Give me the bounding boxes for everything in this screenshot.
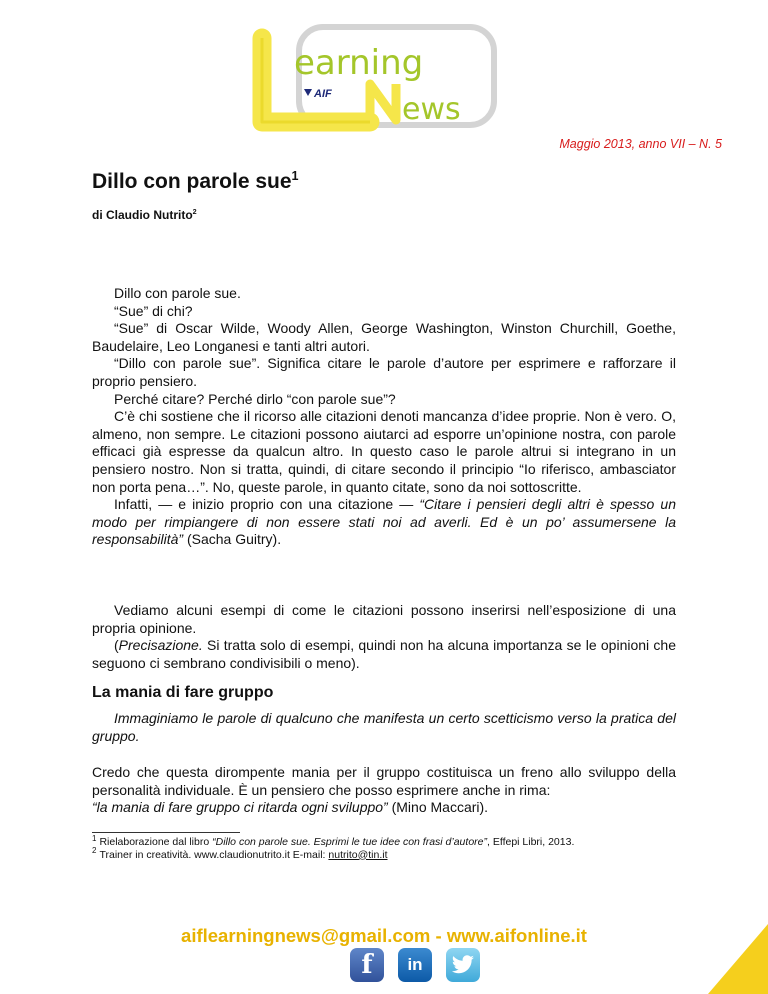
article-author <box>92 208 197 222</box>
logo-brand: AIF <box>314 88 332 100</box>
footnote-text: Trainer in creatività. www.claudionutrito.it E-mail: <box>99 848 326 861</box>
quote-text: “Citare i pensieri degli altri è spesso un modo per rimpiangere di non essere stati noi ad averli. Ed è un po’ assumersene la responsabilità” <box>92 496 677 548</box>
footnote-text: , Effepi Libri, 2013. <box>487 836 575 848</box>
paragraph: “Sue” di chi? <box>114 302 193 319</box>
section-quote-paragraph <box>92 799 676 817</box>
note-text: Si tratta solo di esempi, quindi non ha alcuna importanza se le opinioni che seguono ci sembrano condivisibili o meno). <box>92 637 677 671</box>
aif-brand-mark <box>304 88 332 100</box>
facebook-icon[interactable]: f <box>350 948 384 982</box>
quote-paragraph <box>92 496 676 549</box>
footnote-text: Rielaborazione dal libro <box>99 836 210 848</box>
paragraph: C’è chi sostiene che il ricorso alle citazioni denoti mancanza d’idee proprie. Non è vero. O, almeno, non sempre. Le citazioni possono aiutarci ad esporre un’opinione nostra, con parole efficaci già espresse da qualcun altro. In questo caso le parole altrui si integrano in un pensiero nostro. Non si tratta, quindi, di citare secondo il principio “Io riferisco, ambasciator non porta pena…”. No, queste parole, in quanto citate, sono da noi sottoscritte. <box>92 408 676 495</box>
footnotes <box>92 832 676 861</box>
contact-info[interactable]: aiflearningnews@gmail.com - www.aifonline.it <box>181 925 587 946</box>
linkedin-icon[interactable]: in <box>398 948 432 982</box>
quote-intro: Infatti, — e inizio proprio con una citazione — <box>114 496 414 513</box>
twitter-bird-glyph <box>451 955 475 975</box>
paragraph: Credo che questa dirompente mania per il gruppo costituisca un freno allo sviluppo della personalità individuale. È un pensiero che posso esprimere anche in rima: <box>92 764 676 798</box>
section-body <box>92 764 676 817</box>
footnote-divider <box>92 832 240 833</box>
footnote-2 <box>92 846 676 862</box>
article-title <box>92 170 299 194</box>
corner-triangle-decoration <box>708 924 768 994</box>
note-paragraph: (Precisazione. Si tratta solo di esempi, quindi non ha alcuna importanza se le opinioni che seguono ci sembrano condivisibili o meno). <box>92 637 677 671</box>
article-title-text: Dillo con parole sue <box>92 170 292 193</box>
paragraph: Perché citare? Perché dirlo “con parole sue”? <box>114 390 396 407</box>
section-quote-author: (Mino Maccari). <box>391 799 489 816</box>
footnote-ref-1[interactable]: 1 <box>291 169 299 183</box>
email-link[interactable]: nutrito@tin.it <box>328 848 388 861</box>
footnote-1 <box>92 833 676 849</box>
examples-section <box>92 602 676 672</box>
footnote-number: 1 <box>92 833 97 843</box>
logo-word-bottom: ews <box>402 92 461 127</box>
section-title: La mania di fare gruppo <box>92 684 274 701</box>
paragraph: Vediamo alcuni esempi di come le citazioni possono inserirsi nell’esposizione di una propria opinione. <box>92 602 676 636</box>
quote-author: (Sacha Guitry). <box>186 531 282 548</box>
learning-news-logo <box>252 20 502 135</box>
section-quote: “la mania di fare gruppo ci ritarda ogni sviluppo” <box>92 799 388 816</box>
section-intro <box>92 710 676 745</box>
logo-word-top: earning <box>294 43 424 83</box>
paragraph: Dillo con parole sue. <box>114 285 241 301</box>
paragraph: “Dillo con parole sue”. Significa citare le parole d’autore per esprimere e rafforzare il proprio pensiero. <box>92 355 676 389</box>
book-title: “Dillo con parole sue. Esprimi le tue idee con frasi d’autore” <box>212 836 487 848</box>
note-label: Precisazione. <box>118 637 203 654</box>
issue-date: Maggio 2013, anno VII – N. 5 <box>559 137 722 151</box>
paragraph: “Sue” di Oscar Wilde, Woody Allen, George Washington, Winston Churchill, Goethe, Baudelaire, Leo Longanesi e tanti altri autori. <box>92 320 676 354</box>
section-intro-text: Immaginiamo le parole di qualcuno che manifesta un certo scetticismo verso la pratica del gruppo. <box>92 710 676 744</box>
footnote-number: 2 <box>92 846 97 855</box>
twitter-icon[interactable] <box>446 948 480 982</box>
author-name: di Claudio Nutrito <box>92 208 193 222</box>
intro-section <box>92 285 676 549</box>
footnote-ref-2[interactable]: 2 <box>192 207 197 216</box>
